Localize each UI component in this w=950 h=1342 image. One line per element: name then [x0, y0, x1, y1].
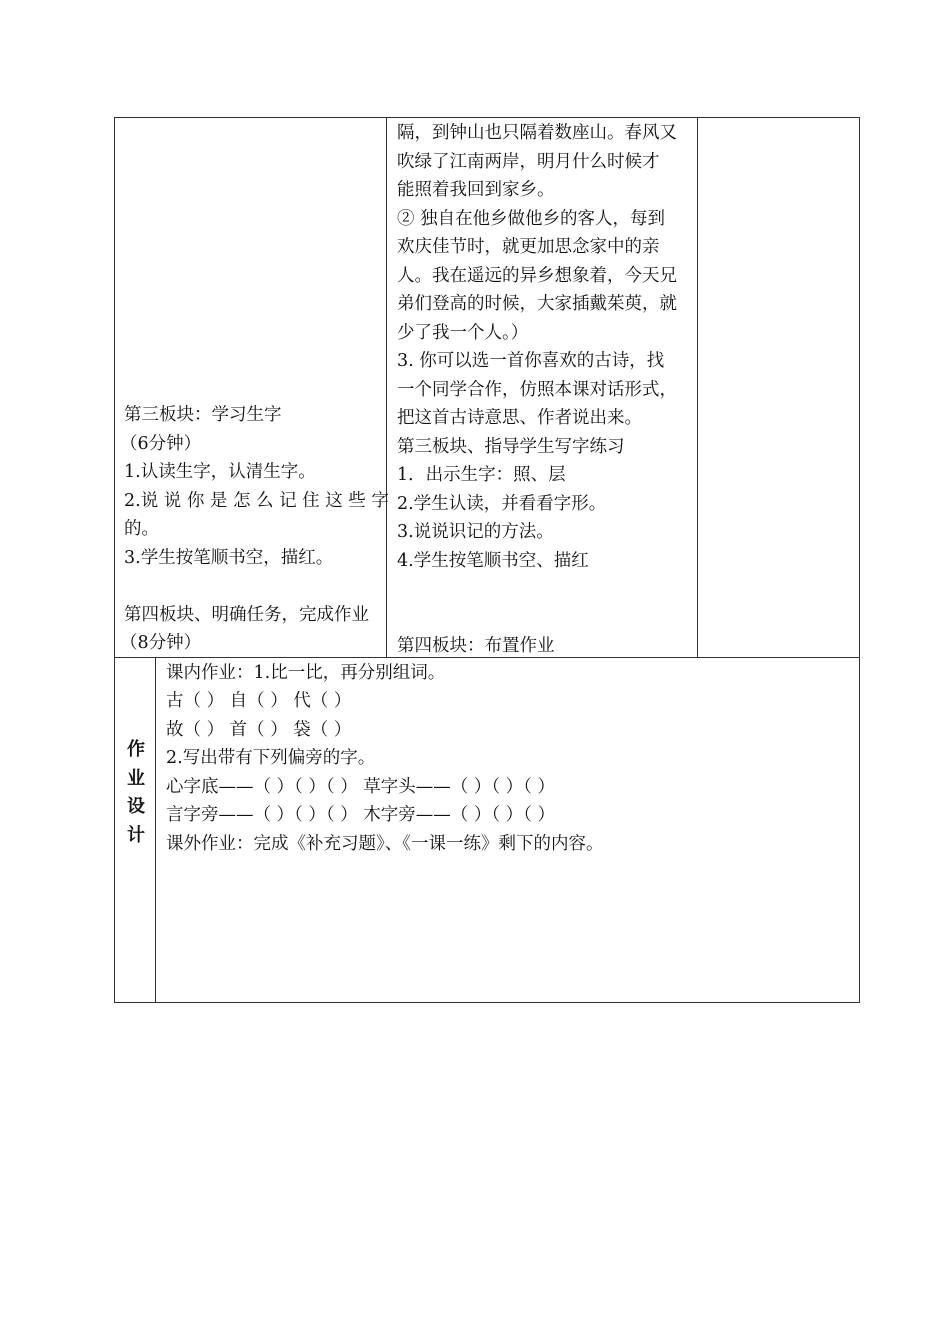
mid-line: 把这首古诗意思、作者说出来。 [397, 408, 642, 428]
left-line: （8分钟） [120, 633, 202, 653]
mid-line: 弟们登高的时候，大家插戴茱萸，就 [397, 294, 677, 314]
table-border-bottom [114, 1002, 860, 1003]
mid-line: 人。我在遥远的异乡想象着，今天兄 [397, 266, 677, 286]
homework-line: 故（ ） 首（ ） 袋（ ） [166, 720, 352, 740]
mid-line: 1．出示生字：照、层 [397, 465, 566, 485]
table-border-right [859, 117, 860, 1003]
mid-line: 2.学生认读，并看看字形。 [397, 494, 607, 514]
label-char: 计 [127, 824, 145, 846]
left-line: 1.认读生字，认清生字。 [124, 462, 316, 482]
mid-line: 第四板块：布置作业 [397, 636, 555, 656]
mid-line: 4.学生按笔顺书空、描红 [397, 551, 589, 571]
right-column-empty [698, 118, 859, 657]
mid-line: 3. 你可以选一首你喜欢的古诗，找 [397, 351, 665, 371]
homework-line: 2.写出带有下列偏旁的字。 [166, 748, 376, 768]
upper-col-divider-1 [386, 117, 387, 658]
left-line: 3.学生按笔顺书空，描红。 [124, 548, 334, 568]
mid-line: ② 独自在他乡做他乡的客人，每到 [397, 209, 666, 229]
mid-line: 第三板块、指导学生写字练习 [397, 437, 625, 457]
left-line: 的。 [124, 519, 159, 539]
homework-line: 古（ ） 自（ ） 代（ ） [166, 691, 352, 711]
mid-line: 一个同学合作，仿照本课对话形式， [397, 380, 677, 400]
mid-line: 3.说说识记的方法。 [397, 522, 554, 542]
homework-line: 课外作业：完成《补充习题》、《一课一练》剩下的内容。 [166, 834, 604, 854]
left-line: 第四板块、明确任务，完成作业 [124, 605, 369, 625]
mid-line: 隔，到钟山也只隔着数座山。春风又 [397, 123, 677, 143]
mid-line: 吹绿了江南两岸，明月什么时候才 [397, 152, 660, 172]
left-line: 第三板块：学习生字 [124, 405, 282, 425]
left-line: 2.说 说 你 是 怎 么 记 住 这 些 字 [124, 491, 389, 511]
label-char: 作 [127, 739, 145, 760]
mid-line: 欢庆佳节时，就更加思念家中的亲 [397, 237, 660, 257]
table-border-left [114, 117, 115, 1003]
homework-line: 言字旁——（ ）（ ）（ ） 木字旁——（ ）（ ）（ ） [166, 805, 555, 825]
label-char: 设 [127, 796, 145, 817]
label-char: 业 [127, 767, 145, 789]
mid-line: 能照着我回到家乡。 [397, 180, 555, 200]
mid-line: 少了我一个人。） [397, 323, 529, 343]
homework-line: 心字底——（ ）（ ）（ ） 草字头——（ ）（ ）（ ） [166, 777, 555, 797]
left-line: （6分钟） [120, 434, 202, 454]
homework-design-label [116, 736, 156, 850]
homework-line: 课内作业：1.比一比，再分别组词。 [166, 663, 446, 683]
